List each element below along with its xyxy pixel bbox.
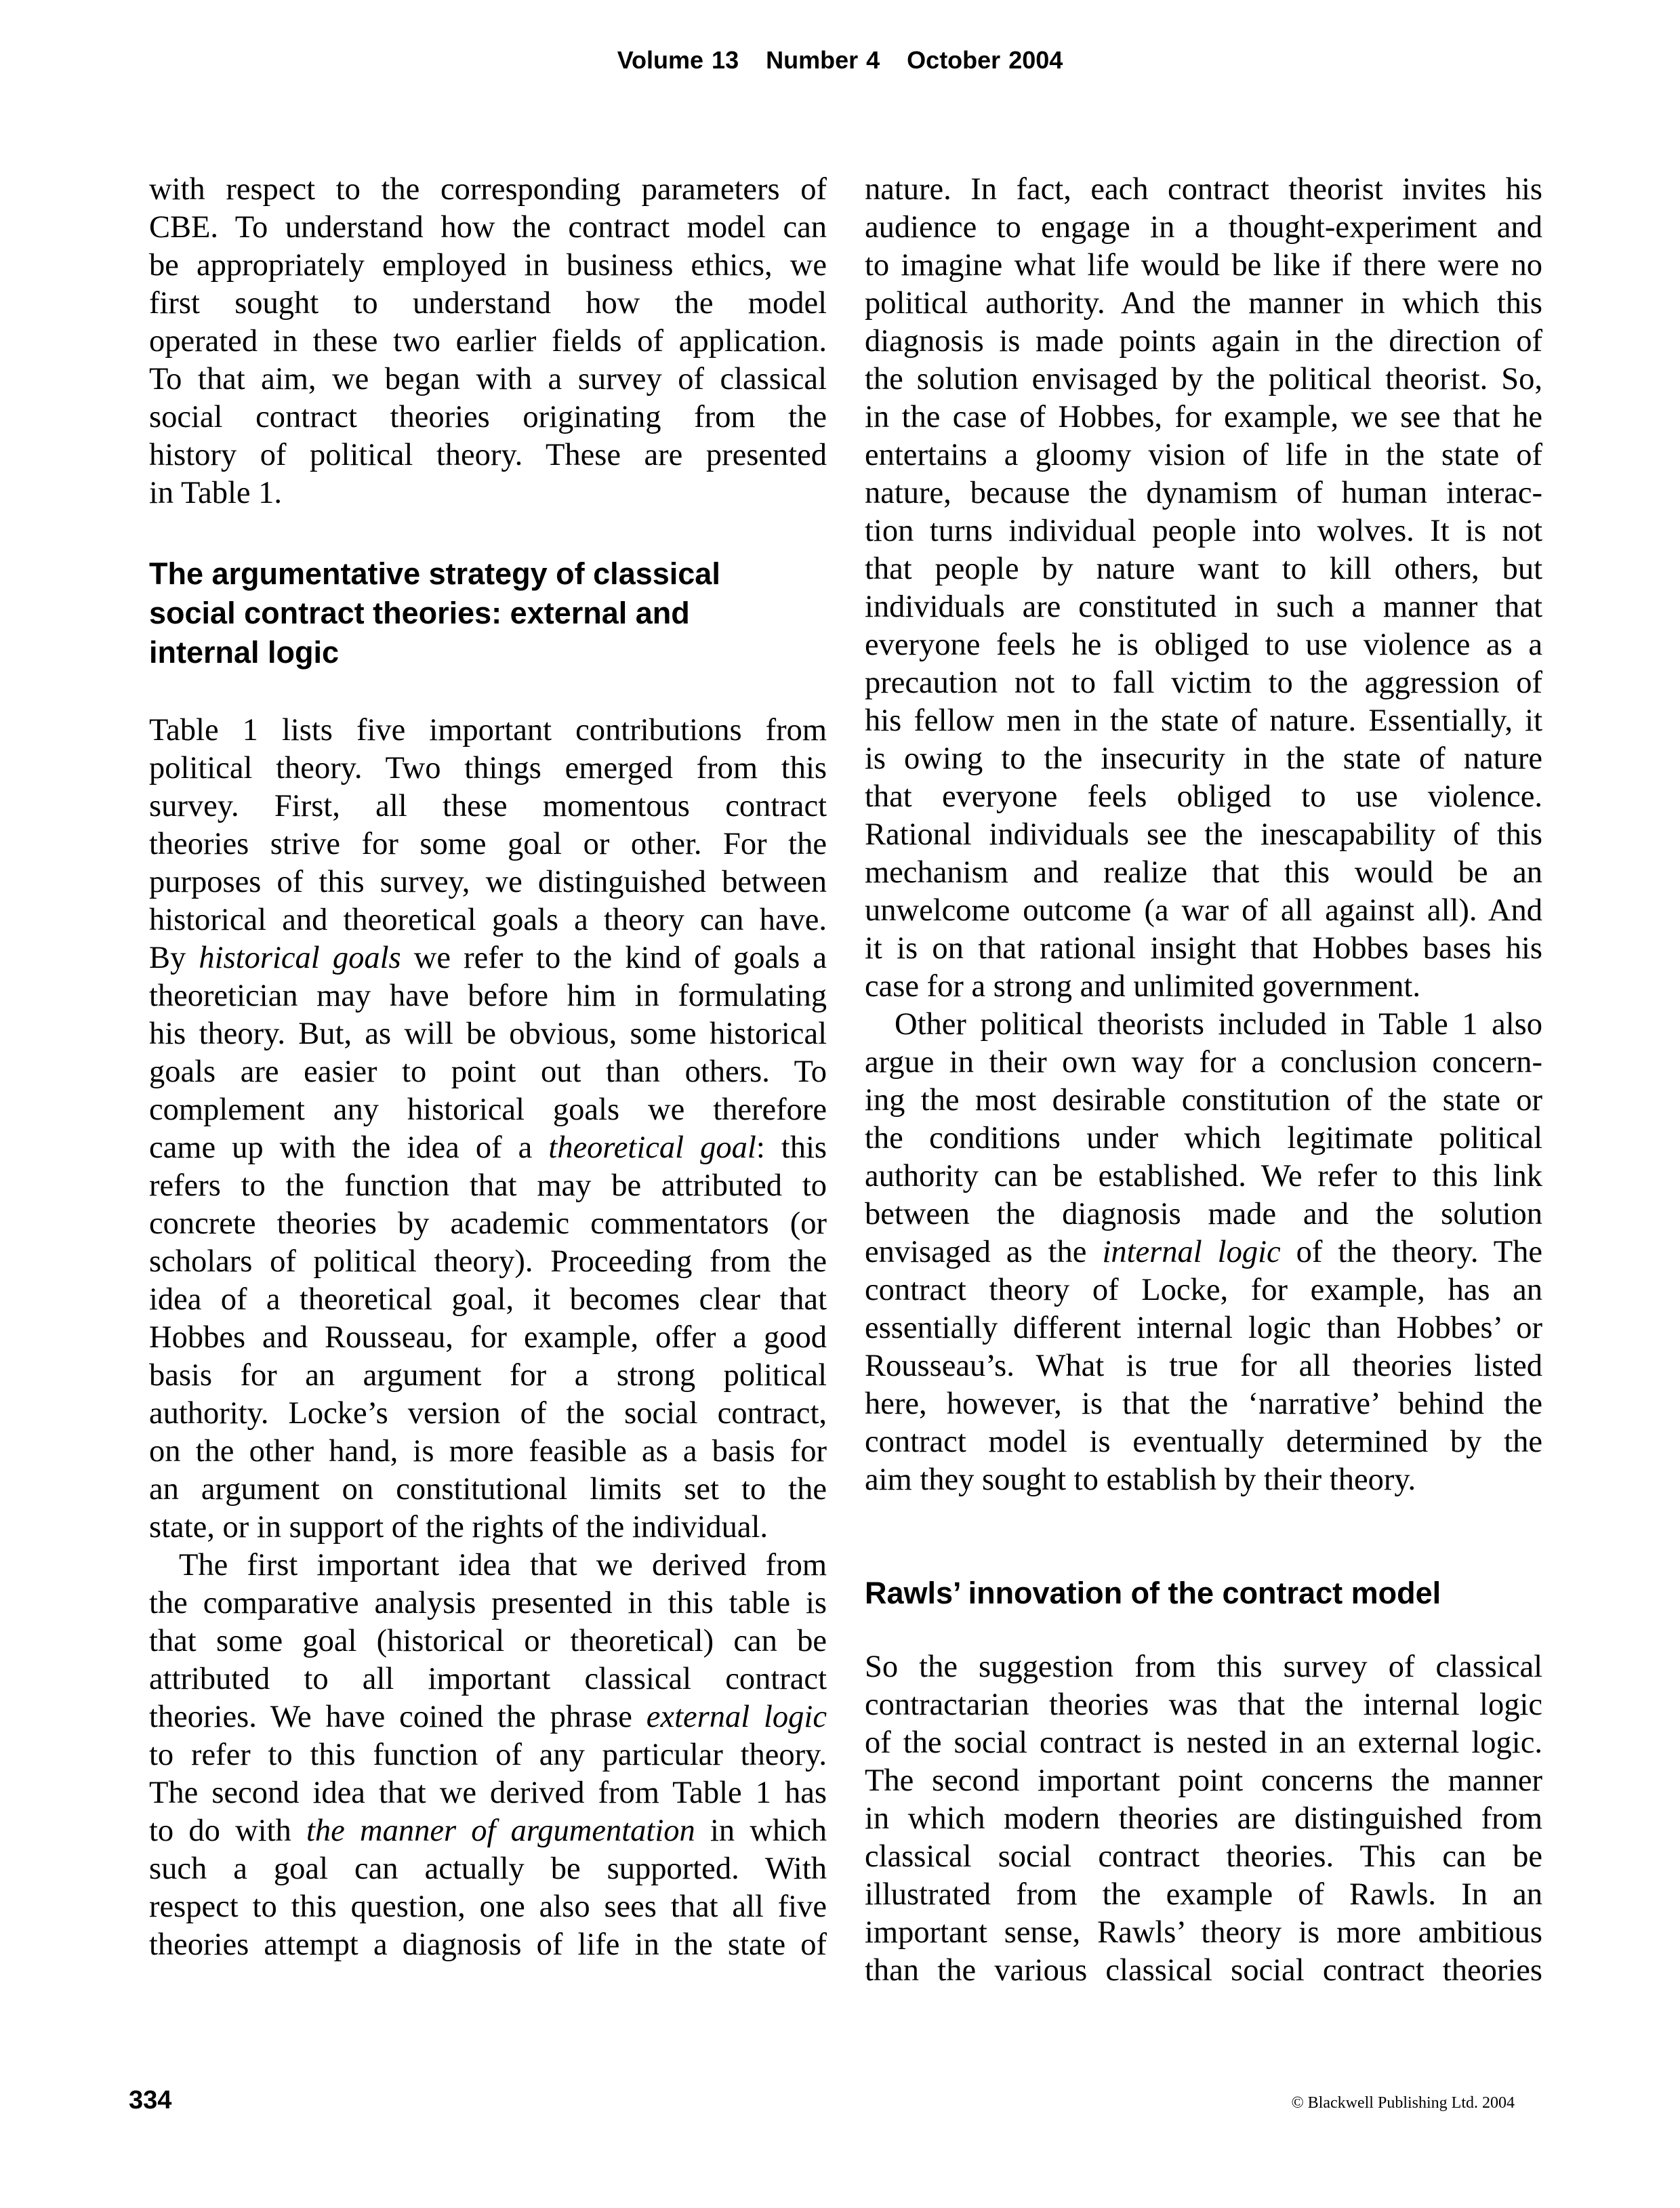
- spacer: [149, 512, 827, 554]
- text-run: : this: [756, 1130, 827, 1165]
- text-line: in which modern theories are distinguished from: [865, 1801, 1542, 1836]
- text-line: theories attempt a diagnosis of life in the state of: [149, 1927, 827, 1962]
- text-line: diagnosis is made points again in the direction of: [865, 324, 1542, 359]
- section-heading-rawls-innovation: [865, 1574, 1542, 1613]
- text-line: complement any historical goals we therefore: [149, 1092, 827, 1127]
- journal-volume: Volume 13: [617, 46, 739, 74]
- text-line: in the case of Hobbes, for example, we see that he: [865, 400, 1542, 434]
- text-line: it is on that rational insight that Hobbes bases his: [865, 931, 1542, 966]
- text-line: refers to the function that may be attributed to: [149, 1168, 827, 1203]
- text-line: idea of a theoretical goal, it becomes clear that: [149, 1282, 827, 1317]
- text-line: that some goal (historical or theoretical) can be: [149, 1624, 827, 1658]
- text-line: authority can be established. We refer to this link: [865, 1159, 1542, 1193]
- text-line: important sense, Rawls’ theory is more ambitious: [865, 1915, 1542, 1950]
- text-line: with respect to the corresponding parameters of: [149, 172, 827, 207]
- text-line: contract theory of Locke, for example, has an: [865, 1273, 1542, 1307]
- heading-line: Rawls’ innovation of the contract model: [865, 1576, 1441, 1610]
- text-run: envisaged as the: [865, 1235, 1103, 1269]
- text-run: to do with: [149, 1814, 306, 1848]
- text-line: purposes of this survey, we distinguished between: [149, 865, 827, 899]
- text-line: [149, 1129, 827, 1167]
- text-run: of the theory. The: [1280, 1235, 1542, 1269]
- text-line: state, or in support of the rights of the individual.: [149, 1510, 769, 1545]
- text-line: essentially different internal logic than Hobbes’ or: [865, 1311, 1542, 1345]
- text-line: ing the most desirable constitution of the state or: [865, 1083, 1542, 1118]
- text-line: Hobbes and Rousseau, for example, offer a good: [149, 1320, 827, 1355]
- text-line: to refer to this function of any particular theory.: [149, 1738, 827, 1772]
- journal-number: Number 4: [766, 46, 880, 74]
- text-line: unwelcome outcome (a war of all against all). And: [865, 893, 1542, 928]
- paragraph-state-of-nature: [865, 171, 1542, 1006]
- paragraph-rawls-suggestion: [865, 1648, 1542, 1990]
- text-line: on the other hand, is more feasible as a basis for: [149, 1434, 827, 1469]
- text-line: The second important point concerns the manner: [865, 1763, 1542, 1798]
- text-line: than the various classical social contract theories: [865, 1953, 1542, 1988]
- heading-line: The argumentative strategy of classical: [149, 556, 720, 591]
- text-line: individuals are constituted in such a manner that: [865, 590, 1542, 624]
- text-line: tion turns individual people into wolves. It is not: [865, 514, 1542, 548]
- text-line: contractarian theories was that the internal logic: [865, 1688, 1542, 1722]
- text-line: mechanism and realize that this would be an: [865, 855, 1542, 890]
- text-line: such a goal can actually be supported. With: [149, 1852, 827, 1886]
- text-line: theoretician may have before him in formulating: [149, 979, 827, 1013]
- text-line: between the diagnosis made and the solution: [865, 1197, 1542, 1231]
- heading-line: social contract theories: external and: [149, 596, 690, 630]
- text-line: goals are easier to point out than others. To: [149, 1055, 827, 1089]
- paragraph-intro: [149, 171, 827, 512]
- text-run: By: [149, 941, 199, 975]
- text-line: concrete theories by academic commentators (or: [149, 1206, 827, 1241]
- paragraph-table1-survey: [149, 712, 827, 1547]
- text-line: of the social contract is nested in an external logic.: [865, 1725, 1542, 1760]
- text-line: [149, 939, 827, 977]
- text-line: [149, 1698, 827, 1736]
- text-run: we refer to the kind of goals a: [401, 941, 827, 975]
- text-line: nature, because the dynamism of human interac-: [865, 476, 1542, 510]
- text-line: theories strive for some goal or other. For the: [149, 827, 827, 861]
- text-line: entertains a gloomy vision of life in the state of: [865, 438, 1542, 472]
- text-line: [865, 1233, 1542, 1271]
- text-line: argue in their own way for a conclusion concern-: [865, 1045, 1542, 1080]
- text-line: precaution not to fall victim to the aggression of: [865, 666, 1542, 700]
- text-line: operated in these two earlier fields of application.: [149, 324, 827, 359]
- text-line: social contract theories originating from the: [149, 400, 827, 434]
- text-line: attributed to all important classical contract: [149, 1662, 827, 1696]
- text-line: political authority. And the manner in which this: [865, 286, 1542, 321]
- journal-date: October 2004: [907, 46, 1063, 74]
- text-line: history of political theory. These are presented: [149, 438, 827, 472]
- text-line: historical and theoretical goals a theory can have.: [149, 903, 827, 937]
- copyright-notice: © Blackwell Publishing Ltd. 2004: [1291, 2094, 1515, 2112]
- text-line: audience to engage in a thought-experiment and: [865, 210, 1542, 245]
- text-line: that everyone feels obliged to use violence.: [865, 779, 1542, 814]
- text-line: contract model is eventually determined by the: [865, 1425, 1542, 1459]
- text-line: case for a strong and unlimited government.: [865, 969, 1420, 1004]
- text-line: So the suggestion from this survey of classical: [865, 1650, 1542, 1684]
- text-line: To that aim, we began with a survey of classical: [149, 362, 827, 396]
- spacer: [865, 1499, 1542, 1574]
- text-line: nature. In fact, each contract theorist invites his: [865, 172, 1542, 207]
- spacer: [149, 672, 827, 712]
- text-line: everyone feels he is obliged to use violence as a: [865, 628, 1542, 662]
- text-line: respect to this question, one also sees that all five: [149, 1889, 827, 1924]
- text-line: CBE. To understand how the contract model can: [149, 210, 827, 245]
- right-column: [865, 171, 1542, 1990]
- text-line: his fellow men in the state of nature. Essentially, it: [865, 703, 1542, 738]
- text-line: The first important idea that we derived from: [179, 1548, 827, 1582]
- text-line: classical social contract theories. This can be: [865, 1839, 1542, 1874]
- text-line: is owing to the insecurity in the state of nature: [865, 741, 1542, 776]
- text-line: the comparative analysis presented in this table is: [149, 1586, 827, 1620]
- text-line: first sought to understand how the model: [149, 286, 827, 321]
- paragraph-other-theorists: [865, 1006, 1542, 1499]
- text-line: scholars of political theory). Proceeding from the: [149, 1244, 827, 1279]
- text-line: Other political theorists included in Table 1 also: [895, 1007, 1542, 1042]
- text-line: Rational individuals see the inescapability of this: [865, 817, 1542, 852]
- text-line: basis for an argument for a strong political: [149, 1358, 827, 1393]
- text-line: in Table 1.: [149, 476, 283, 510]
- heading-line: internal logic: [149, 635, 340, 670]
- left-column: [149, 171, 827, 1964]
- text-run: in which: [695, 1814, 827, 1848]
- emphasis-internal-logic: internal logic: [1102, 1235, 1281, 1269]
- text-line: be appropriately employed in business ethics, we: [149, 248, 827, 283]
- text-line: that people by nature want to kill others, but: [865, 552, 1542, 586]
- text-line: Rousseau’s. What is true for all theories listed: [865, 1349, 1542, 1383]
- running-head: [0, 46, 1680, 75]
- text-line: aim they sought to establish by their theory.: [865, 1463, 1416, 1497]
- emphasis-manner-of-argumentation: the manner of argumentation: [306, 1814, 695, 1848]
- text-line: Table 1 lists five important contributions from: [149, 713, 827, 748]
- text-run: theories. We have coined the phrase: [149, 1700, 647, 1734]
- text-line: [149, 1812, 827, 1850]
- paragraph-first-idea: [149, 1547, 827, 1964]
- spacer: [865, 1613, 1542, 1648]
- section-heading-argumentative-strategy: [149, 554, 827, 672]
- emphasis-historical-goals: historical goals: [199, 941, 401, 975]
- page-number: 334: [129, 2086, 172, 2114]
- text-run: came up with the idea of a: [149, 1130, 549, 1165]
- text-line: his theory. But, as will be obvious, some historical: [149, 1017, 827, 1051]
- text-line: The second idea that we derived from Table 1 has: [149, 1776, 827, 1810]
- text-line: the solution envisaged by the political theorist. So,: [865, 362, 1542, 396]
- text-line: authority. Locke’s version of the social contract,: [149, 1396, 827, 1431]
- emphasis-theoretical-goal: theoretical goal: [548, 1130, 756, 1165]
- text-line: political theory. Two things emerged from this: [149, 751, 827, 785]
- text-line: the conditions under which legitimate political: [865, 1121, 1542, 1156]
- text-line: an argument on constitutional limits set to the: [149, 1472, 827, 1507]
- text-line: illustrated from the example of Rawls. In an: [865, 1877, 1542, 1912]
- text-line: survey. First, all these momentous contract: [149, 789, 827, 823]
- text-line: here, however, is that the ‘narrative’ behind the: [865, 1387, 1542, 1421]
- emphasis-external-logic: external logic: [646, 1700, 827, 1734]
- text-line: to imagine what life would be like if there were no: [865, 248, 1542, 283]
